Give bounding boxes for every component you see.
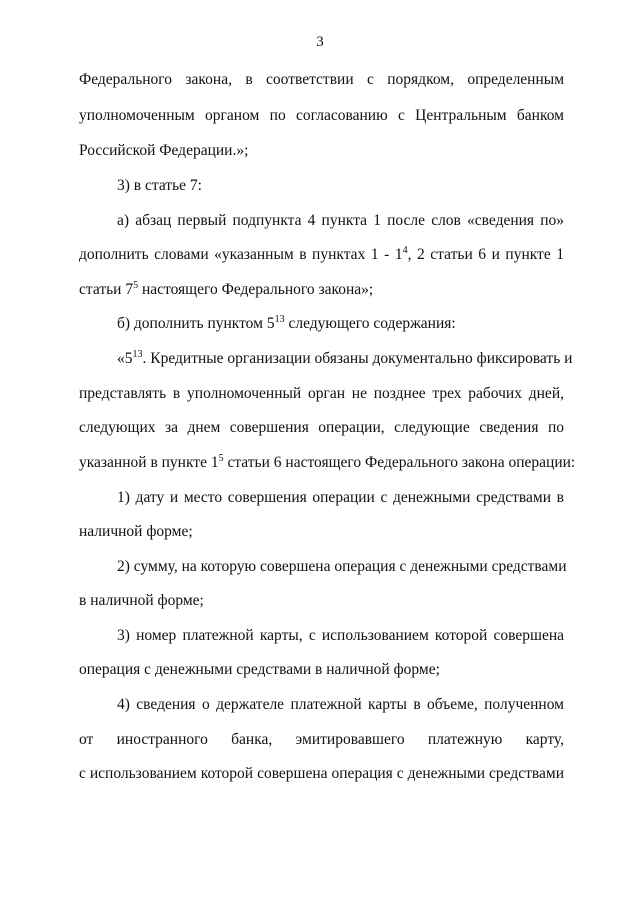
- text-line: представлять в уполномоченный орган не позднее трех рабочих дней,: [79, 385, 564, 402]
- text-line: наличной форме;: [79, 523, 193, 540]
- text-line: 3) номер платежной карты, с использованием которой совершена: [117, 627, 564, 644]
- superscript: 13: [132, 349, 143, 360]
- text-span: . Кредитные организации обязаны документально фиксировать и: [142, 350, 573, 367]
- text-line: операция с денежными средствами в наличной форме;: [79, 661, 440, 678]
- text-line: в наличной форме;: [79, 592, 204, 609]
- superscript: 5: [133, 280, 139, 291]
- text-span: настоящего Федерального закона»;: [138, 281, 374, 298]
- text-line: уполномоченным органом по согласованию с Центральным банком: [79, 107, 564, 124]
- text-span: статьи 7: [79, 281, 134, 298]
- text-line: 1) дату и место совершения операции с денежными средствами в: [117, 489, 564, 506]
- superscript: 4: [402, 245, 408, 256]
- text-line: с использованием которой совершена операция с денежными средствами: [79, 765, 564, 782]
- text-line: [79, 245, 564, 265]
- text-line: Федерального закона, в соответствии с порядком, определенным: [79, 71, 564, 88]
- text-line: [79, 453, 576, 473]
- superscript: 13: [274, 314, 285, 325]
- text-span: статьи 6 настоящего Федерального закона операции:: [223, 454, 576, 471]
- text-span: следующего содержания:: [284, 315, 456, 332]
- text-line: [79, 280, 564, 300]
- text-line: [117, 349, 573, 369]
- text-line: от иностранного банка, эмитировавшего платежную карту,: [79, 731, 564, 748]
- text-line: [117, 314, 564, 334]
- text-span: указанной в пункте 1: [79, 454, 219, 471]
- text-line: следующих за днем совершения операции, следующие сведения по: [79, 419, 564, 436]
- page-number: 3: [316, 34, 324, 50]
- superscript: 5: [218, 453, 224, 464]
- text-span: «5: [117, 350, 133, 367]
- text-span: , 2 статьи 6 и пункте 1: [407, 246, 565, 263]
- text-line: 2) сумму, на которую совершена операция с денежными средствами: [117, 558, 567, 575]
- text-line: 3) в статье 7:: [117, 177, 202, 194]
- text-line: 4) сведения о держателе платежной карты в объеме, полученном: [117, 696, 564, 713]
- text-span: дополнить словами «указанным в пунктах 1 - 1: [79, 246, 403, 263]
- text-span: б) дополнить пунктом 5: [117, 315, 275, 332]
- text-line: Российской Федерации.»;: [79, 142, 249, 159]
- text-line: а) абзац первый подпункта 4 пункта 1 после слов «сведения по»: [117, 212, 564, 229]
